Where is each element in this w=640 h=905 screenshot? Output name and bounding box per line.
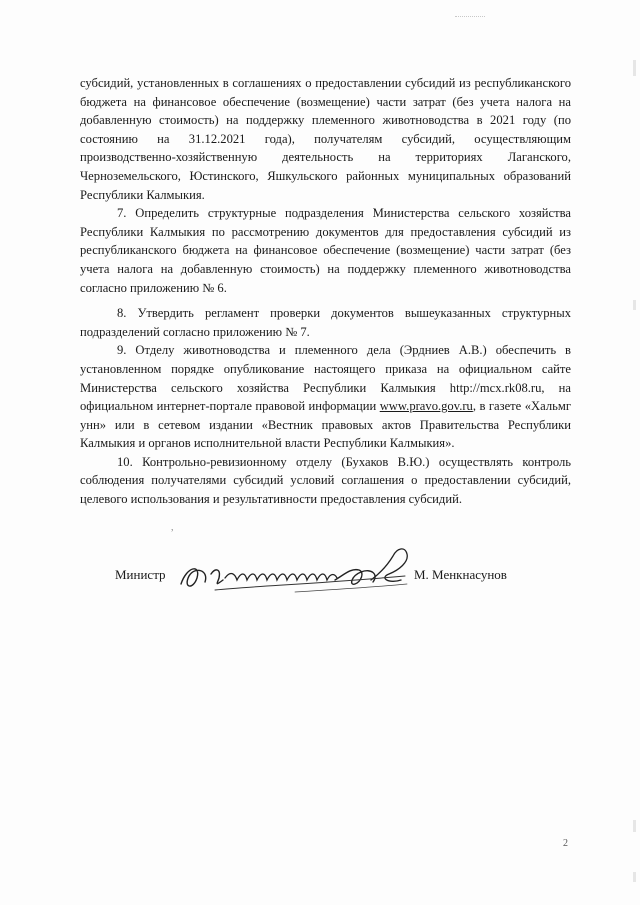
- scan-speck: ,: [171, 522, 174, 533]
- scan-edge-artifact: [633, 872, 636, 882]
- signatory-name: М. Менкнасунов: [414, 567, 507, 582]
- signatory-role: Министр: [115, 567, 166, 582]
- paragraph-8: 8. Утвердить регламент проверки документов вышеуказанных структурных подразделений согласно приложению № 7.: [80, 306, 571, 339]
- paragraph-7: 7. Определить структурные подразделения Министерства сельского хозяйства Республики Калмыкия по рассмотрению документов для предоставления субсидий из республиканского бюджета на финансовое обеспечение (возмещение) части затрат (без учета налога на добавленную стоимость) на поддержку племенного животноводства согласно приложению № 6.: [80, 206, 571, 295]
- pravo-gov-link[interactable]: www.pravo.gov.ru: [379, 399, 473, 414]
- scan-edge-artifact: [633, 60, 636, 76]
- scan-edge-artifact: [633, 300, 636, 310]
- scan-edge-artifact: [633, 820, 636, 832]
- paragraph-9-text-end: , в газете «Хальмг унн» или в сетевом издании «Вестник правовых актов Правительства Республики Калмыкия и органов исполнительной власти Республики Калмыкия».: [80, 399, 571, 451]
- paragraph-9-text: 9. Отделу животноводства и племенного дела (Эрдниев А.В.) обеспечить в установленном порядке опубликование настоящего приказа на официальном сайте Министерства сельского хозяйства Республики Калмыкия http://mcx.rk08.ru, на официальном интернет-портале правовой информации: [80, 343, 571, 414]
- paragraph-continuation: субсидий, установленных в соглашениях о предоставлении субсидий из республиканского бюджета на финансовое обеспечение (возмещение) части затрат (без учета налога на добавленную стоимость) на поддержку племенного животноводства в 2021 году (по состоянию на 31.12.2021 года), получателям субсидий, осуществляющим производственно-хозяйственную деятельность на территориях Лаганского, Черноземельского, Юстинского, Яшкульского районных муниципальных образований Республики Калмыкия.: [80, 76, 571, 202]
- page-number: 2: [563, 838, 568, 849]
- paragraph-9: [80, 341, 571, 453]
- handwritten-signature: [175, 544, 425, 604]
- paragraph-10: 10. Контрольно-ревизионному отделу (Бухаков В.Ю.) осуществлять контроль соблюдения получателями субсидий условий соглашения о предоставлении субсидий, целевого использования и результативности предоставления субсидий.: [80, 454, 571, 507]
- signature-block: [115, 552, 575, 602]
- document-body: [80, 74, 571, 509]
- scan-artifact-top: [455, 16, 485, 18]
